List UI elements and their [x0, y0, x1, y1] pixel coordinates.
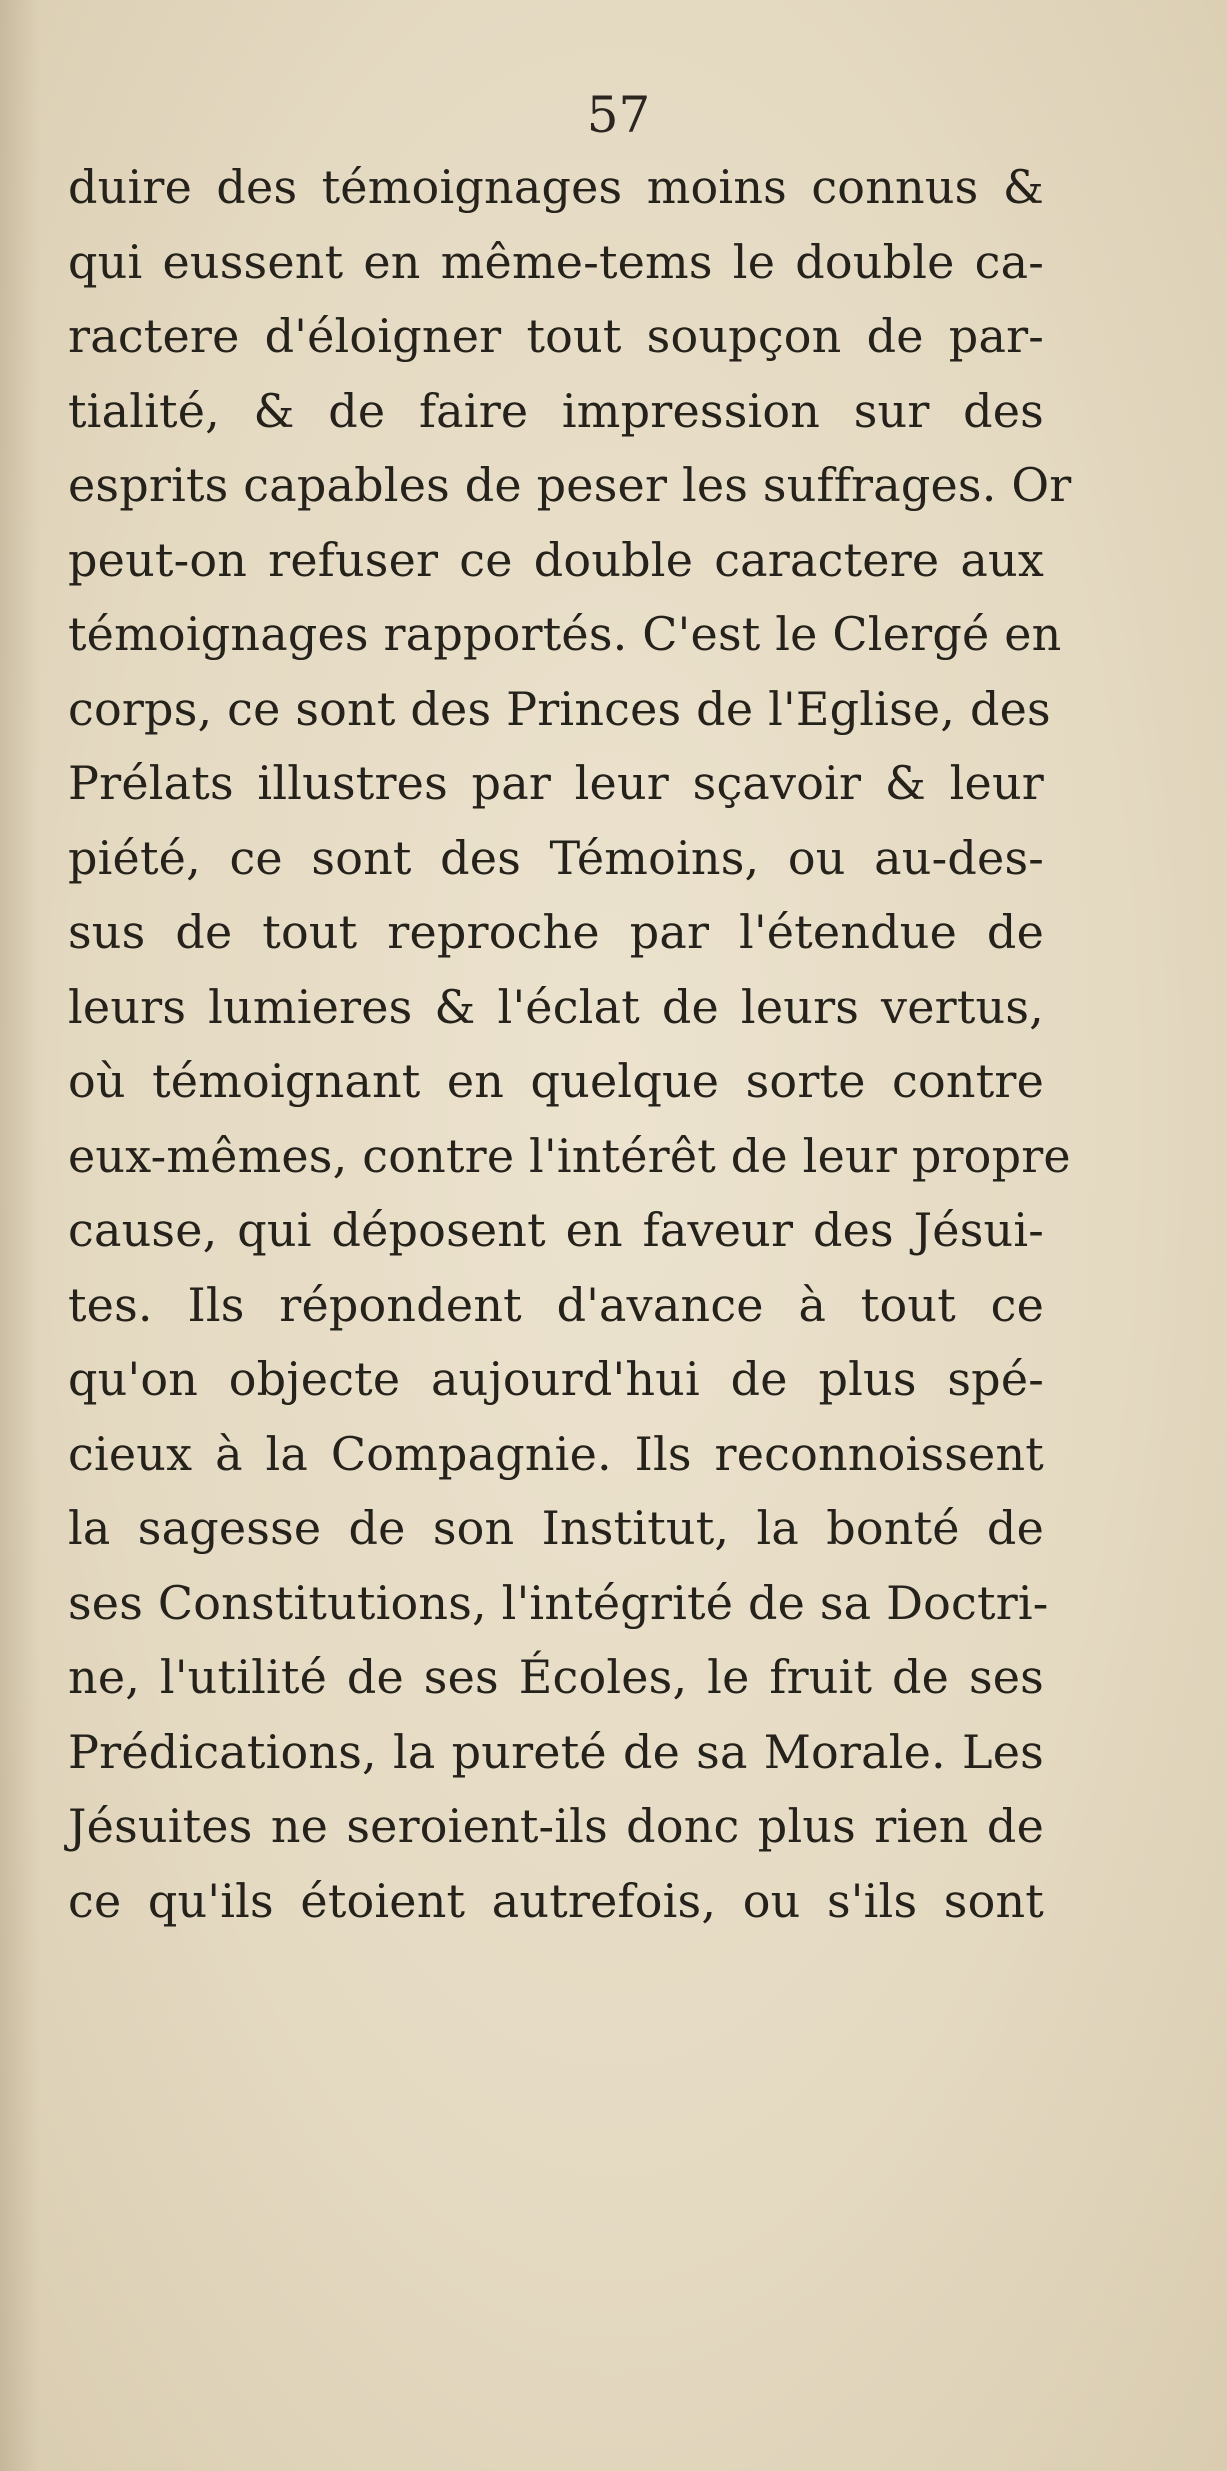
text-line: où témoignant en quelque sorte contre	[68, 1054, 1044, 1108]
text-line: sus de tout reproche par l'étendue de	[68, 905, 1044, 959]
text-line: tes. Ils répondent d'avance à tout ce	[68, 1277, 1044, 1332]
text-line: tialité, & de faire impression sur des	[68, 383, 1044, 438]
text-line: leurs lumieres & l'éclat de leurs vertus,	[68, 979, 1044, 1034]
text-line: eux-mêmes, contre l'intérêt de leur propre	[68, 1128, 1071, 1183]
text-line: la sagesse de son Institut, la bonté de	[68, 1501, 1044, 1555]
spine-shadow	[0, 0, 40, 2471]
text-line: qu'on objecte aujourd'hui de plus spé-	[68, 1352, 1044, 1406]
text-line: qui eussent en même-tems le double ca-	[68, 234, 1044, 289]
text-line: Jésuites ne seroient-ils donc plus rien de	[68, 1799, 1044, 1853]
body-text	[68, 150, 1072, 1938]
page-number: 57	[586, 86, 651, 144]
text-line: ce qu'ils étoient autrefois, ou s'ils sont	[68, 1873, 1044, 1928]
text-line: ses Constitutions, l'intégrité de sa Doctri-	[68, 1575, 1049, 1630]
text-line: duire des témoignages moins connus &	[68, 160, 1044, 214]
text-line: Prélats illustres par leur sçavoir & leur	[68, 756, 1044, 810]
text-line: ne, l'utilité de ses Écoles, le fruit de ses	[68, 1650, 1044, 1704]
text-line: corps, ce sont des Princes de l'Eglise, des	[68, 681, 1051, 736]
text-line: cieux à la Compagnie. Ils reconnoissent	[68, 1426, 1044, 1481]
text-line: cause, qui déposent en faveur des Jésui-	[68, 1203, 1044, 1257]
text-line: peut-on refuser ce double caractere aux	[68, 532, 1044, 587]
text-line: ractere d'éloigner tout soupçon de par-	[68, 309, 1044, 363]
text-line: Prédications, la pureté de sa Morale. Les	[68, 1724, 1044, 1779]
text-line: piété, ce sont des Témoins, ou au-des-	[68, 830, 1044, 885]
text-line: témoignages rapportés. C'est le Clergé en	[68, 607, 1062, 661]
text-line: esprits capables de peser les suffrages. Or	[68, 458, 1072, 512]
